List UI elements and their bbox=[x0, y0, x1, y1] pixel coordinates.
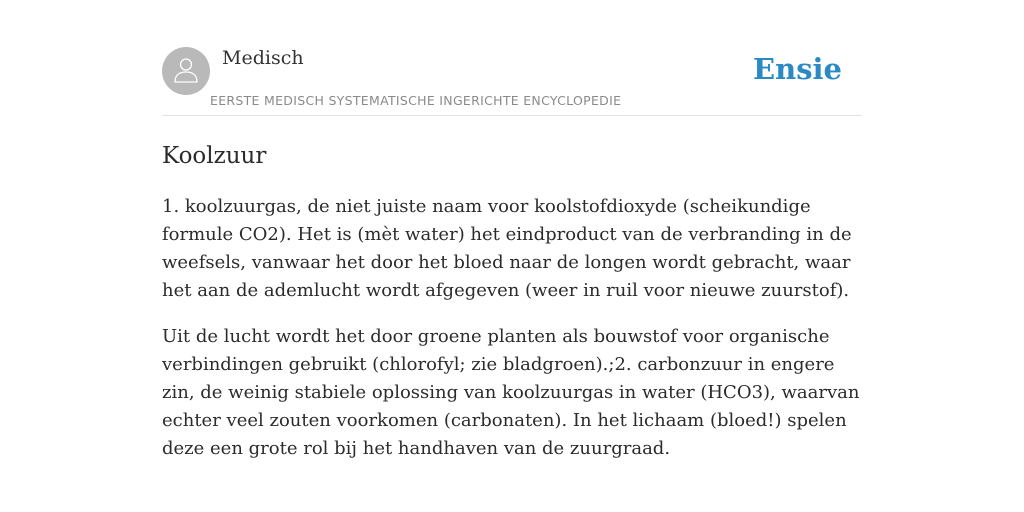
page-container bbox=[162, 0, 862, 481]
article-paragraph: Uit de lucht wordt het door groene planten als bouwstof voor organische verbindingen gebruikt (chlorofyl; zie bladgroen).;2. carbonzuur in engere zin, de weinig stabiele oplossing van koolzuurgas in water (HCO3), waarvan echter veel zouten voorkomen (carbonaten). In het lichaam (bloed!) spelen deze een grote rol bij het handhaven van de zuurgraad. bbox=[162, 326, 860, 459]
article-paragraph: 1. koolzuurgas, de niet juiste naam voor koolstofdioxyde (scheikundige formule CO2). Het is (mèt water) het eindproduct van de verbranding in de weefsels, vanwaar het door het bloed naar de longen wordt gebracht, waar het aan de ademlucht wordt afgegeven (weer in ruil voor nieuwe zuurstof). bbox=[162, 196, 852, 301]
site-name[interactable]: Medisch bbox=[222, 47, 304, 69]
site-header bbox=[162, 0, 862, 116]
article-title: Koolzuur bbox=[162, 143, 267, 169]
article-body bbox=[162, 193, 862, 463]
site-subtitle: EERSTE MEDISCH SYSTEMATISCHE INGERICHTE ENCYCLOPEDIE bbox=[210, 93, 622, 108]
user-icon bbox=[171, 54, 201, 89]
avatar[interactable] bbox=[162, 47, 210, 95]
brand-logo[interactable]: Ensie bbox=[753, 52, 842, 86]
